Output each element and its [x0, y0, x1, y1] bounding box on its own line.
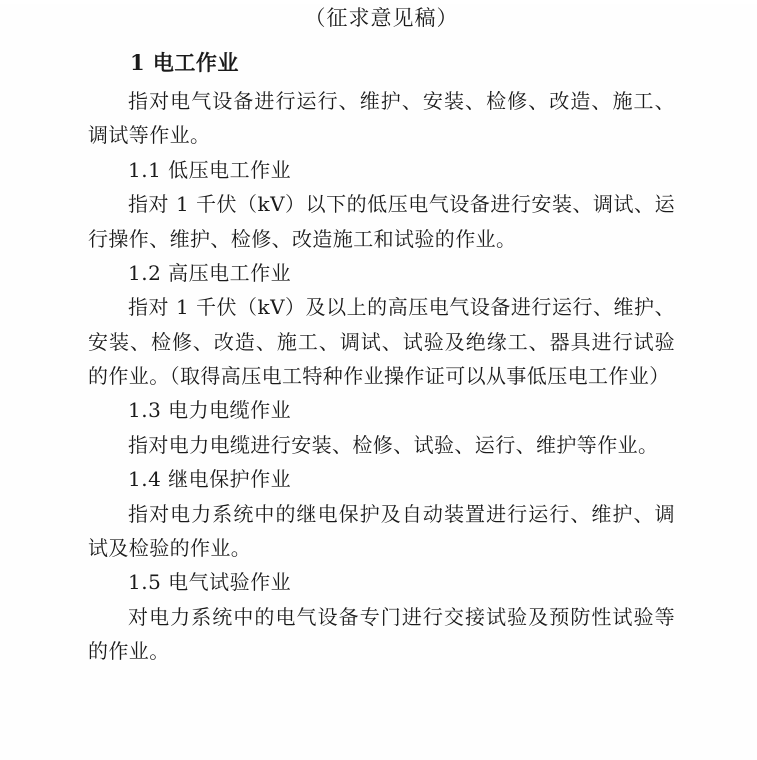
subsection-heading-1-3: 1.3 电力电缆作业	[128, 398, 292, 423]
subsection-paragraph-1-1: 指对 1 千伏（kV）以下的低压电气设备进行安装、调试、运行操作、维护、检修、改造施工和试验的作业。	[88, 192, 675, 251]
subsection-1-2	[88, 256, 675, 394]
subsection-paragraph-1-5: 对电力系统中的电气设备专门进行交接试验及预防性试验等的作业。	[88, 604, 675, 664]
subsection-heading-1-1: 1.1 低压电工作业	[128, 157, 292, 182]
subsection-1-1	[88, 153, 675, 256]
subsection-paragraph-1-3: 指对电力电缆进行安装、检修、试验、运行、维护等作业。	[128, 432, 659, 457]
subsection-1-5	[88, 565, 675, 668]
subsection-1-4	[88, 462, 675, 565]
section-1	[88, 47, 675, 152]
section-heading-1: 1 电工作业	[130, 50, 239, 76]
subsection-heading-1-5: 1.5 电气试验作业	[128, 570, 292, 595]
subsection-paragraph-1-4: 指对电力系统中的继电保护及自动装置进行运行、维护、调试及检验的作业。	[88, 501, 675, 561]
subsection-heading-1-4: 1.4 继电保护作业	[128, 467, 292, 492]
document-subtitle: （征求意见稿）	[304, 6, 459, 30]
section-paragraph: 指对电气设备进行运行、维护、安装、检修、改造、施工、调试等作业。	[88, 88, 675, 148]
document-page	[0, 4, 757, 760]
subsection-1-3	[88, 393, 675, 462]
subsection-paragraph-1-2: 指对 1 千伏（kV）及以上的高压电气设备进行运行、维护、安装、检修、改造、施工、调试、试验及绝缘工、器具进行试验的作业。（取得高压电工特种作业操作证可以从事低压电工作业）	[88, 295, 675, 389]
subsection-heading-1-2: 1.2 高压电工作业	[128, 260, 292, 285]
